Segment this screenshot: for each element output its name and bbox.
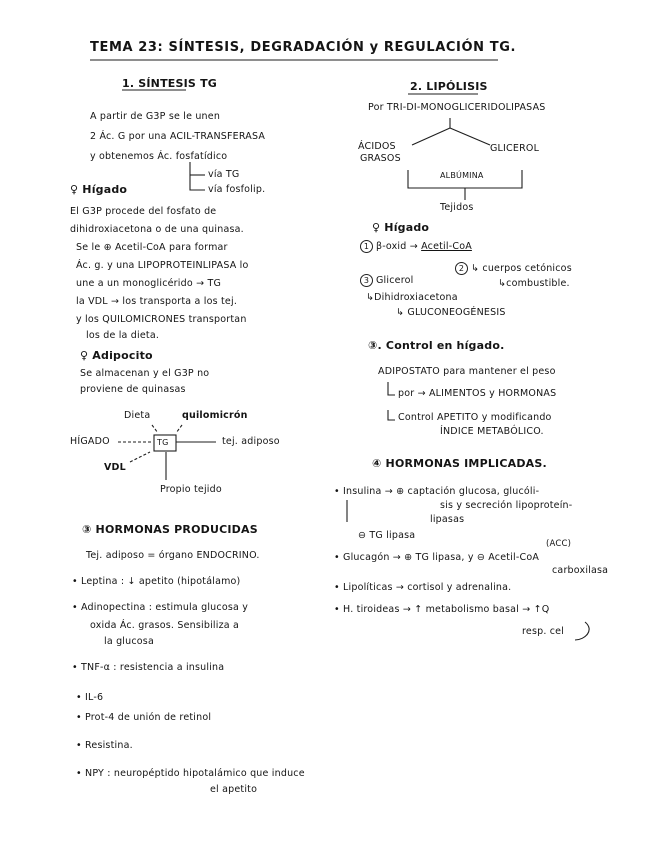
arrow-icon: → <box>406 241 422 252</box>
higado-line-8: los de la dieta. <box>86 330 160 341</box>
higado-line-3: Se le ⊕ Acetil-CoA para formar <box>76 242 228 253</box>
higado-line-2: dihidroxiacetona o de una quinasa. <box>70 224 244 235</box>
tejido-endocrino: Tej. adiposo = órgano ENDOCRINO. <box>86 550 260 561</box>
control-title: ③. Control en hígado. <box>368 339 505 352</box>
higado-line-5: une a un monoglicérido → TG <box>76 278 222 289</box>
higado-line-1: El G3P procede del fosfato de <box>70 206 217 217</box>
gluconeogenesis-text: GLUCONEOGÉNESIS <box>407 307 506 318</box>
higado-step-1 <box>360 240 472 253</box>
insulina-line-4: ⊖ TG lipasa <box>358 530 416 541</box>
sintesis-line-3: y obtenemos Ác. fosfatídico <box>90 151 228 162</box>
insulina-item: • Insulina → ⊕ captación glucosa, glucóli- <box>334 486 540 497</box>
section-title-sintesis: 1. SÍNTESIS TG <box>122 77 218 90</box>
hormonas-producidas-title: ③ HORMONAS PRODUCIDAS <box>82 523 258 536</box>
step-number-3: 3 <box>360 274 373 287</box>
diagram-quilomicron: quilomicrón <box>182 410 248 421</box>
adinopectina-line-2: oxida Ác. grasos. Sensibiliza a <box>90 620 240 631</box>
control-line-1: ADIPOSTATO para mantener el peso <box>378 366 556 377</box>
arrow-icon: ↳ <box>498 278 507 289</box>
higado-line-7: y los QUILOMICRONES transportan <box>76 314 247 325</box>
glucagon-line-2: carboxilasa <box>552 565 609 576</box>
leptina-item: • Leptina : ↓ apetito (hipotálamo) <box>72 576 241 587</box>
lipolisis-line-1: Por TRI-DI-MONOGLICERIDOLIPASAS <box>368 102 546 113</box>
beta-oxid: β-oxid <box>376 241 407 252</box>
acc-label: (ACC) <box>546 539 572 549</box>
cuerpos-cetonicos: cuerpos cetónicos <box>482 263 572 274</box>
higado-line-4: Ác. g. y una LIPOPROTEINLIPASA lo <box>76 260 249 271</box>
higado-line-6: la VDL → los transporta a los tej. <box>76 296 238 307</box>
npy-line-2: el apetito <box>210 784 258 795</box>
sintesis-line-1: A partir de G3P se le unen <box>90 111 221 122</box>
grasos-label: GRASOS <box>360 153 401 164</box>
prot4-item: • Prot-4 de unión de retinol <box>76 712 212 723</box>
albumina-label: ALBÚMINA <box>440 171 484 180</box>
diagram-tej-adiposo: tej. adiposo <box>222 436 280 447</box>
acetil-coa: Acetil-CoA <box>421 241 472 252</box>
arrow-icon: ↳ <box>471 263 483 274</box>
glicerol-label: GLICEROL <box>490 143 540 154</box>
tnf-item: • TNF-α : resistencia a insulina <box>72 662 225 673</box>
section-title-lipolisis: 2. LIPÓLISIS <box>410 80 488 93</box>
control-line-3: Control APETITO y modificando <box>398 412 552 423</box>
diagram-dieta: Dieta <box>124 410 151 421</box>
combustible-text: combustible. <box>506 278 570 289</box>
tejidos-label: Tejidos <box>440 202 474 213</box>
tiroideas-item: • H. tiroideas → ↑ metabolismo basal → ↑Q <box>334 604 550 615</box>
il6-item: • IL-6 <box>76 692 104 703</box>
tiroideas-line-2: resp. cel <box>522 626 565 637</box>
higado-step-3 <box>360 274 413 287</box>
control-line-4: ÍNDICE METABÓLICO. <box>440 426 544 437</box>
npy-item: • NPY : neuropéptido hipotalámico que induce <box>76 768 305 779</box>
right-higado-title: ♀ Hígado <box>372 221 430 234</box>
adipocito-title: ♀ Adipocito <box>80 349 153 362</box>
adinopectina-item: • Adinopectina : estimula glucosa y <box>72 602 249 613</box>
step-number-1: 1 <box>360 240 373 253</box>
arrow-icon: ↳ <box>366 292 375 303</box>
hormonas-implicadas-title: ④ HORMONAS IMPLICADAS. <box>372 457 547 470</box>
insulina-line-3: lipasas <box>430 514 465 525</box>
via-fosfolip: vía fosfolip. <box>208 184 266 195</box>
adipocito-line-1: Se almacenan y el G3P no <box>80 368 210 379</box>
diagram-higado: HÍGADO <box>70 436 110 447</box>
diagram-vdl: VDL <box>104 462 126 473</box>
higado-title: ♀ Hígado <box>70 183 128 196</box>
page-title: TEMA 23: SÍNTESIS, DEGRADACIÓN y REGULACIÓN TG. <box>90 40 517 55</box>
gluconeogenesis-line <box>396 307 506 319</box>
arrow-icon: ↳ <box>396 307 408 318</box>
adipocito-line-2: proviene de quinasas <box>80 384 186 395</box>
step-number-2: 2 <box>455 262 468 275</box>
glicerol-step: Glicerol <box>376 275 414 286</box>
sintesis-line-2: 2 Ác. G por una ACIL-TRANSFERASA <box>90 131 266 142</box>
lipoliticas-item: • Lipolíticas → cortisol y adrenalina. <box>334 582 512 593</box>
control-line-2: por → ALIMENTOS y HORMONAS <box>398 388 557 399</box>
higado-step-2 <box>455 262 572 275</box>
dihidroxiacetona-text: Dihidroxiacetona <box>374 292 458 303</box>
combustible-label <box>498 278 570 290</box>
adinopectina-line-3: la glucosa <box>104 636 154 647</box>
diagram-tg: TG <box>157 438 169 447</box>
glucagon-item: • Glucagón → ⊕ TG lipasa, y ⊖ Acetil-CoA <box>334 552 540 563</box>
acidos-label: ÁCIDOS <box>358 141 396 152</box>
diagram-propio-tejido: Propio tejido <box>160 484 222 495</box>
dihidroxiacetona-line <box>366 292 458 304</box>
via-tg: vía TG <box>208 169 240 180</box>
insulina-line-2: sis y secreción lipoproteín- <box>440 500 573 511</box>
resistina-item: • Resistina. <box>76 740 133 751</box>
